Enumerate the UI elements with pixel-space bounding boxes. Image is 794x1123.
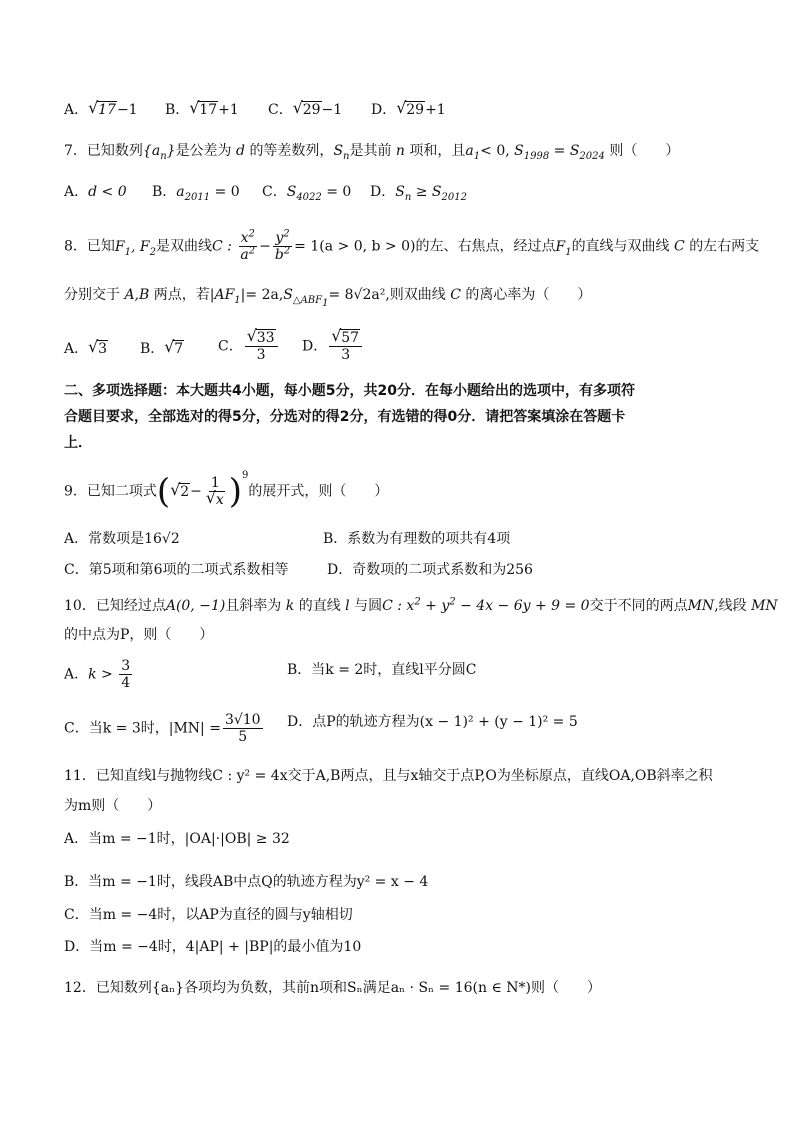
q9-stem: 9．已知二项式(√ 2− 1 √ x )$^9$的展开式，则（ ）: [64, 475, 388, 508]
q7-option-d: D．$S_n \ge S_{2012}$: [370, 184, 467, 203]
q7-option-c: C．$S_{4022} = 0$: [262, 184, 352, 203]
q12-stem: 12．已知数列{aₙ}各项均为负数，其前n项和Sₙ满足aₙ · Sₙ = 16(n ∈ N*)则（ ）: [64, 980, 602, 996]
q6-option-d: D．√ 29+1: [371, 100, 446, 120]
q11-stem-line1: 11．已知直线l与抛物线C : y² = 4x交于A,B两点，且与x轴交于点P,O为坐标原点，直线OA,OB斜率之积: [64, 768, 713, 784]
q11-stem-line2: 为m则（ ）: [64, 798, 162, 814]
q8-stem-line1: 8．已知$F_1$, $F_2$是双曲线C : $\frac{x^2}{a^2}$ − $\frac{y^2}{b^2}$ = 1(a > 0, b > 0)的左、右焦点，经过点$F_1$的直线与双曲线 C 的左右两支: [64, 228, 760, 263]
q7-stem: 7．已知数列$\{a_n\}$是公差为 d 的等差数列，$S_n$是其前 n 项和，且$a_1< 0$, $S_{1998} = S_{2024}$ 则（ ）: [64, 143, 680, 162]
q11-option-b: B．当m = −1时，线段AB中点Q的轨迹方程为y² = x − 4: [64, 874, 429, 890]
q9-option-d: D．奇数项的二项式系数和为256: [327, 562, 533, 578]
q10-option-c: C．当k = 3时，|MN| = $\frac{3√10}{5}$: [64, 712, 261, 745]
q11-option-d: D．当m = −4时，4|AP| + |BP|的最小值为10: [64, 939, 362, 955]
q8-option-b: B．√ 7: [140, 339, 184, 359]
q6-option-b: B．√ 17+1: [165, 100, 239, 120]
q11-option-a: A．当m = −1时，|OA|·|OB| ≥ 32: [64, 831, 290, 847]
q8-option-a: A．√ 3: [64, 339, 108, 359]
q8-option-c: C． √ $\frac{33}{3}$: [218, 330, 280, 363]
q10-option-d: D．点P的轨迹方程为(x − 1)² + (y − 1)² = 5: [287, 714, 578, 730]
section-2-heading-line3: 上．: [64, 435, 92, 451]
q8-option-d: D． √ $\frac{57}{3}$: [302, 330, 364, 363]
q9-option-b: B．系数为有理数的项共有4项: [323, 531, 511, 547]
q10-stem-line2: 的中点为P，则（ ）: [64, 627, 214, 643]
q10-option-b: B．当k = 2时，直线l平分圆C: [287, 662, 477, 678]
q6-option-a: A．√ 17−1: [64, 100, 138, 120]
q10-option-a: A．k > $\frac{3}{4}$: [64, 658, 131, 691]
q9-option-a: A．常数项是16√2: [64, 531, 180, 547]
sqrt-symbol: √ 17: [88, 100, 117, 120]
q10-stem-line1: 10．已知经过点A(0, −1)且斜率为 k 的直线 l 与圆C : $x^2 + y^2 - 4x - 6y + 9 = 0$交于不同的两点MN,线段 MN: [64, 596, 778, 614]
q6-option-c: C．√ 29−1: [268, 100, 342, 120]
section-2-heading-line1: 二、多项选择题：本大题共4小题，每小题5分，共20分．在每小题给出的选项中，有多项符: [64, 383, 635, 399]
section-2-heading-line2: 合题目要求，全部选对的得5分，分选对的得2分，有选错的得0分．请把答案填涂在答题卡: [64, 409, 626, 425]
q9-option-c: C．第5项和第6项的二项式系数相等: [64, 562, 289, 578]
q8-stem-line2: 分别交于 A,B 两点，若$|AF_1|= 2a,S_{\triangle ABF_1}= 8√2a^2$,则双曲线 C 的离心率为（ ）: [64, 287, 592, 309]
q11-option-c: C．当m = −4时，以AP为直径的圆与y轴相切: [64, 907, 353, 923]
q7-option-b: B．$a_{2011} = 0$: [152, 184, 240, 203]
q7-option-a: A．d < 0: [64, 184, 127, 200]
